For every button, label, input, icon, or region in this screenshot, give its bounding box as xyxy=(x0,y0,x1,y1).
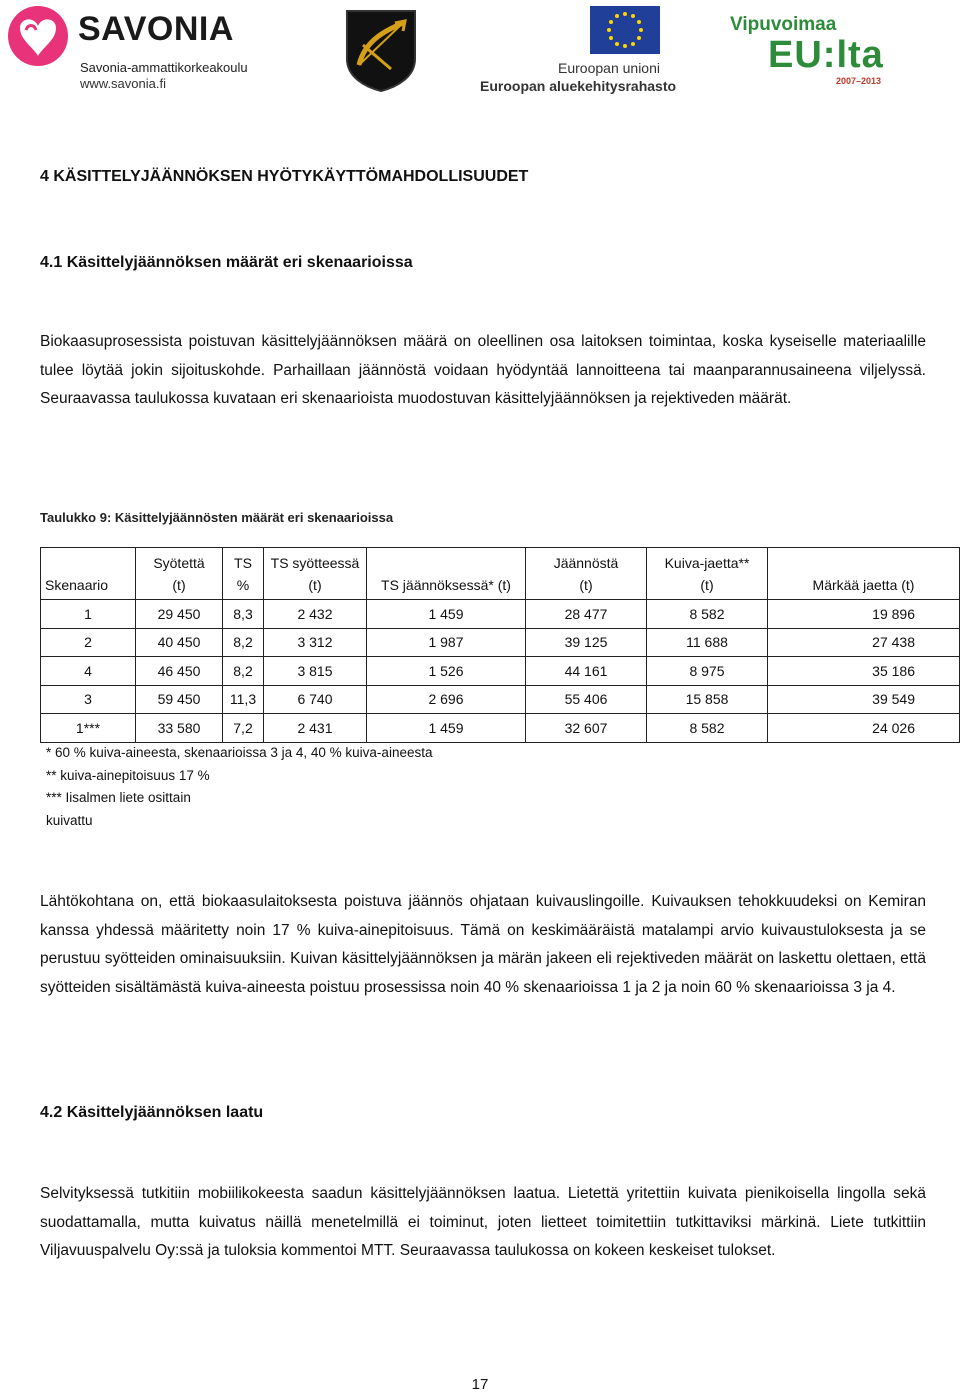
header-jaannosta: Jäännöstä (t) xyxy=(526,548,647,600)
residue-table xyxy=(40,547,960,743)
paragraph-1: Biokaasuprosessista poistuvan käsittelyjäännöksen määrä on oleellinen osa laitoksen toimintaa, koska kyseiselle materiaalille tulee löytää jokin sijoituskohde. Parhaillaan jäännöstä voidaan hyödyntää lannoitteena tai maanparannusaineena viljelyssä. Seuraavassa taulukossa kuvataan eri skenaarioista muodostuvan käsittelyjäännöksen ja rejektiveden määrät. xyxy=(40,333,926,407)
cell-kuiva: 8 582 xyxy=(647,600,768,629)
cell-skenaario: 3 xyxy=(41,685,136,714)
header-ts-syotteessa: TS syötteessä (t) xyxy=(264,548,367,600)
cell-skenaario: 1 xyxy=(41,600,136,629)
cell-jaannosta: 32 607 xyxy=(526,714,647,743)
subsection-title-2: 4.2 Käsittelyjäännöksen laatu xyxy=(40,1104,264,1121)
cell-syotetta: 33 580 xyxy=(136,714,223,743)
cell-ts: 8,2 xyxy=(223,657,264,686)
table-header-row xyxy=(41,548,960,600)
cell-ts-jaannoksessa: 2 696 xyxy=(367,685,526,714)
table-row xyxy=(41,685,960,714)
cell-markaa: 39 549 xyxy=(768,685,960,714)
table-caption: Taulukko 9: Käsittelyjäännösten määrät eri skenaarioissa xyxy=(40,510,394,525)
header-ts: TS % xyxy=(223,548,264,600)
cell-syotetta: 59 450 xyxy=(136,685,223,714)
cell-kuiva: 8 975 xyxy=(647,657,768,686)
subsection-title-1: 4.1 Käsittelyjäännöksen määrät eri skenaarioissa xyxy=(40,254,413,271)
cell-ts: 8,2 xyxy=(223,628,264,657)
header-syotetta: Syötettä (t) xyxy=(136,548,223,600)
cell-skenaario: 2 xyxy=(41,628,136,657)
cell-jaannosta: 55 406 xyxy=(526,685,647,714)
vip-main-text: EU:lta xyxy=(768,34,884,76)
eu-flag-icon xyxy=(590,6,660,54)
cell-jaannosta: 39 125 xyxy=(526,628,647,657)
paragraph-3: Selvityksessä tutkitiin mobiilikokeesta saadun käsittelyjäännöksen laatua. Lietettä yritettiin kuivata pienikoisella lingolla sekä suodattamalla, mutta kuivatus näillä menetelmillä ei toiminut, joten lietteet toimitettiin tutkittaviksi märkinä. Liete tutkittiin Viljavuuspalvelu Oy:ssä ja tuloksia kommentoi MTT. Seuraavassa taulukossa on kokeen keskeiset tulokset. xyxy=(40,1185,926,1259)
cell-skenaario: 1*** xyxy=(41,714,136,743)
table-note: * 60 % kuiva-aineesta, skenaarioissa 3 ja 4, 40 % kuiva-aineesta xyxy=(46,745,433,760)
eu-logo xyxy=(480,6,677,94)
table-row xyxy=(41,714,960,743)
cell-kuiva: 15 858 xyxy=(647,685,768,714)
table-note: kuivattu xyxy=(46,812,93,828)
cell-markaa: 19 896 xyxy=(768,600,960,629)
page-number: 17 xyxy=(471,1376,489,1393)
savonia-heart-icon xyxy=(6,4,70,68)
table-note: *** Iisalmen liete osittain xyxy=(46,790,191,805)
table-row xyxy=(41,600,960,629)
table-row xyxy=(41,628,960,657)
cell-kuiva: 8 582 xyxy=(647,714,768,743)
cell-markaa: 27 438 xyxy=(768,628,960,657)
cell-ts-syotteessa: 2 431 xyxy=(264,714,367,743)
savonia-name: SAVONIA xyxy=(78,10,234,48)
cell-ts-jaannoksessa: 1 459 xyxy=(367,714,526,743)
cell-ts-syotteessa: 6 740 xyxy=(264,685,367,714)
paragraph-2: Lähtökohtana on, että biokaasulaitoksesta poistuva jäännös ohjataan kuivauslingoille. Kuivauksen tehokkuudeksi on Kemiran kanssa yhdessä määritetty noin 17 % kuiva-ainepitoisuus. Tämä on keskimääräistä matalampi arvio kuivaustuloksesta ja se perustuu syötteiden ominaisuuksiin. Kuivan käsittelyjäännöksen ja märän jakeen eli rejektiveden määrät on laskettu olettaen, että syötteiden sisältämästä kuiva-aineesta poistuu prosessissa noin 40 % skenaarioissa 1 ja 2 ja noin 60 % skenaarioissa 3 ja 4. xyxy=(40,893,926,996)
vip-top-text: Vipuvoimaa xyxy=(730,14,837,35)
cell-syotetta: 46 450 xyxy=(136,657,223,686)
table-notes xyxy=(46,742,432,832)
cell-markaa: 35 186 xyxy=(768,657,960,686)
cell-ts-jaannoksessa: 1 459 xyxy=(367,600,526,629)
cell-jaannosta: 28 477 xyxy=(526,600,647,629)
cell-ts-syotteessa: 2 432 xyxy=(264,600,367,629)
cell-ts-jaannoksessa: 1 987 xyxy=(367,628,526,657)
savonia-subtitle: Savonia-ammattikorkeakoulu xyxy=(80,60,248,75)
vip-years-text: 2007–2013 xyxy=(836,76,882,86)
cell-jaannosta: 44 161 xyxy=(526,657,647,686)
cell-ts-syotteessa: 3 312 xyxy=(264,628,367,657)
header-markaa-jaetta: Märkää jaetta (t) xyxy=(768,548,960,600)
header-kuiva-jaetta: Kuiva-jaetta** (t) xyxy=(647,548,768,600)
header-skenaario: Skenaario xyxy=(41,548,136,600)
savonia-url: www.savonia.fi xyxy=(80,76,166,91)
eu-union-text: Euroopan unioni xyxy=(558,60,660,76)
eu-fund-text: Euroopan aluekehitysrahasto xyxy=(480,78,677,94)
cell-skenaario: 4 xyxy=(41,657,136,686)
vipuvoimaa-logo xyxy=(730,14,900,86)
coat-of-arms-icon xyxy=(345,9,417,93)
table-row xyxy=(41,657,960,686)
cell-kuiva: 11 688 xyxy=(647,628,768,657)
header-ts-jaannoksessa: TS jäännöksessä* (t) xyxy=(367,548,526,600)
cell-ts-jaannoksessa: 1 526 xyxy=(367,657,526,686)
table-note: ** kuiva-ainepitoisuus 17 % xyxy=(46,767,210,783)
cell-markaa: 24 026 xyxy=(768,714,960,743)
cell-ts: 7,2 xyxy=(223,714,264,743)
cell-ts-syotteessa: 3 815 xyxy=(264,657,367,686)
cell-ts: 11,3 xyxy=(223,685,264,714)
section-title: 4 KÄSITTELYJÄÄNNÖKSEN HYÖTYKÄYTTÖMAHDOLLISUUDET xyxy=(40,168,529,185)
cell-ts: 8,3 xyxy=(223,600,264,629)
cell-syotetta: 29 450 xyxy=(136,600,223,629)
cell-syotetta: 40 450 xyxy=(136,628,223,657)
savonia-logo xyxy=(6,4,296,92)
